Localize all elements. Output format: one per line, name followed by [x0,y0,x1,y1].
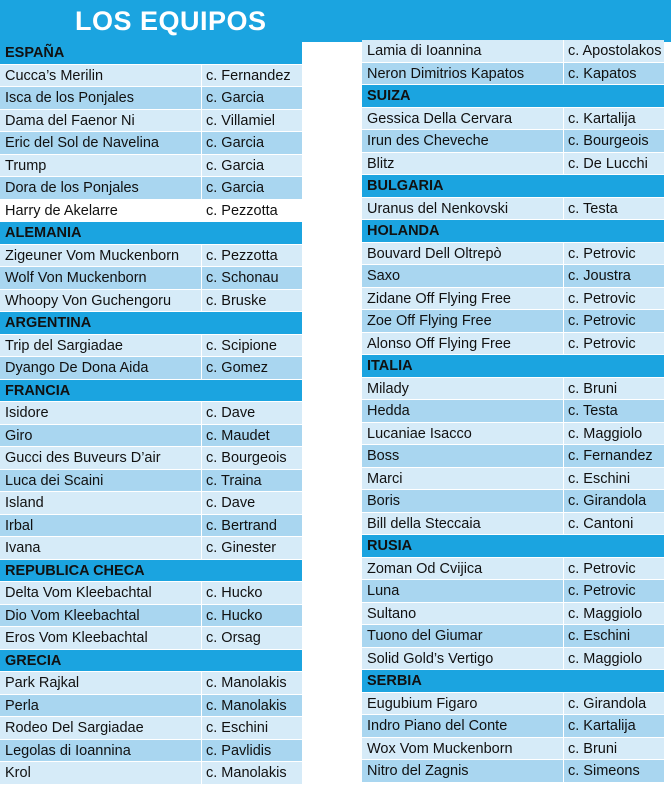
team-row [0,177,302,200]
team-row [362,580,664,603]
cell-divider [201,290,202,312]
page-title: LOS EQUIPOS [75,6,267,36]
country-header [0,42,302,65]
team-row [0,267,302,290]
dog-name: Saxo [367,268,401,284]
dog-name: Eugubium Figaro [367,695,478,712]
country-header [362,85,664,108]
cell-divider [563,40,564,62]
team-row [0,582,302,605]
team-row [0,740,302,763]
handler-name: c. Hucko [206,607,263,624]
team-row [362,693,664,716]
country-name: ARGENTINA [5,315,92,331]
cell-divider [201,65,202,87]
handler-name: c. Garcia [206,180,265,196]
handler-name: c. Maggiolo [568,650,643,667]
dog-name: Zoman Od Cvijica [367,560,483,577]
country-header [0,380,302,403]
cell-divider [563,558,564,580]
team-row [362,625,664,648]
country-name: ESPAÑA [5,45,65,61]
country-header [0,650,302,673]
handler-name: c. Pavlidis [206,742,272,759]
handler-name: c. Simeons [568,763,640,779]
title-banner [0,0,671,42]
handler-name: c. Pezzotta [206,247,278,264]
dog-name: Island [5,495,44,511]
dog-name: Delta Vom Kleebachtal [5,585,152,601]
handler-name: c. Kapatos [568,65,637,82]
dog-name: Dio Vom Kleebachtal [5,607,140,624]
handler-name: c. Garcia [206,90,265,106]
country-header [0,560,302,583]
cell-divider [563,400,564,422]
cell-divider [563,603,564,625]
handler-name: c. Ginester [206,540,277,556]
team-row [362,760,664,783]
cell-divider [563,378,564,400]
country-name: SUIZA [367,88,411,104]
team-row [0,200,302,223]
handler-name: c. Petrovic [568,560,636,577]
country-name: HOLANDA [367,223,440,239]
handler-name: c. Girandola [568,695,647,712]
team-row [0,627,302,650]
team-row [0,290,302,313]
dog-name: Irun des Cheveche [367,133,489,149]
dog-name: Eros Vom Kleebachtal [5,630,148,646]
dog-name: Milady [367,380,409,397]
team-row [0,155,302,178]
cell-divider [563,243,564,265]
handler-name: c. Gomez [206,360,269,376]
team-row [0,132,302,155]
handler-name: c. Kartalija [568,718,636,734]
dog-name: Sultano [367,605,417,622]
dog-name: Zigeuner Vom Muckenborn [5,247,180,264]
cell-divider [563,738,564,760]
dog-name: Park Rajkal [5,675,80,691]
team-row [362,288,664,311]
team-row [0,515,302,538]
dog-name: Giro [5,427,33,444]
cell-divider [201,132,202,154]
handler-name: c. Bruske [206,292,267,309]
dog-name: Nitro del Zagnis [367,763,469,779]
team-row [0,425,302,448]
team-row [0,605,302,628]
team-row [0,447,302,470]
cell-divider [201,470,202,492]
team-row [0,537,302,560]
cell-divider [563,715,564,737]
team-row [0,87,302,110]
cell-divider [563,490,564,512]
cell-divider [563,130,564,152]
handler-name: c. Eschini [568,470,631,487]
handler-name: c. Joustra [568,268,631,284]
handler-name: c. Pezzotta [206,202,278,219]
dog-name: Trump [5,157,47,174]
cell-divider [201,155,202,177]
handler-name: c. Girandola [568,493,647,509]
team-row [362,468,664,491]
dog-name: Cucca’s Merilin [5,67,104,84]
handler-name: c. Apostolakos [568,43,662,59]
handler-name: c. Orsag [206,630,261,646]
handler-name: c. Hucko [206,585,263,601]
team-row [362,738,664,761]
dog-name: Bouvard Dell Oltrepò [367,245,502,262]
dog-name: Solid Gold’s Vertigo [367,650,494,667]
handler-name: c. Manolakis [206,765,287,781]
cell-divider [201,515,202,537]
dog-name: Lamia di Ioannina [367,43,482,59]
handler-name: c. Fernandez [206,67,291,84]
handler-name: c. Manolakis [206,697,287,714]
team-row [362,243,664,266]
team-row [0,672,302,695]
handler-name: c. Testa [568,403,618,419]
handler-name: c. Bruni [568,740,618,757]
team-row [362,648,664,671]
country-name: FRANCIA [5,382,71,399]
cell-divider [563,468,564,490]
team-row [0,110,302,133]
dog-name: Eric del Sol de Navelina [5,135,159,151]
cell-divider [201,110,202,132]
team-row [362,490,664,513]
team-row [0,335,302,358]
handler-name: c. Petrovic [568,313,636,329]
cell-divider [563,333,564,355]
country-header [362,670,664,693]
cell-divider [201,672,202,694]
team-row [0,357,302,380]
country-header [362,535,664,558]
dog-name: Neron Dimitrios Kapatos [367,65,525,82]
handler-name: c. Petrovic [568,245,636,262]
dog-name: Irbal [5,517,34,534]
dog-name: Ivana [5,540,41,556]
dog-name: Harry de Akelarre [5,202,118,219]
cell-divider [201,87,202,109]
dog-name: Indro Piano del Conte [367,718,508,734]
country-header [362,175,664,198]
cell-divider [563,760,564,782]
cell-divider [201,425,202,447]
team-row [362,715,664,738]
dog-name: Wolf Von Muckenborn [5,270,147,286]
cell-divider [201,582,202,604]
country-header [362,355,664,378]
handler-name: c. Dave [206,495,256,511]
cell-divider [563,63,564,85]
team-row [0,762,302,785]
dog-name: Legolas di Ioannina [5,742,131,759]
dog-name: Boris [367,493,401,509]
team-row [0,245,302,268]
handler-name: c. Petrovic [568,290,636,307]
handler-name: c. Maggiolo [568,605,643,622]
handler-name: c. Manolakis [206,675,287,691]
dog-name: Gucci des Buveurs D’air [5,450,161,466]
team-row [362,603,664,626]
handler-name: c. Eschini [206,720,269,736]
cell-divider [563,108,564,130]
dog-name: Uranus del Nenkovski [367,200,509,217]
dog-name: Dyango De Dona Aida [5,360,149,376]
dog-name: Krol [5,765,31,781]
handler-name: c. Petrovic [568,335,636,352]
cell-divider [563,513,564,535]
country-header [0,222,302,245]
country-header [362,220,664,243]
handler-name: c. Scipione [206,337,277,354]
team-row [362,108,664,131]
dog-name: Tuono del Giumar [367,628,483,644]
handler-name: c. Petrovic [568,583,636,599]
country-name: SERBIA [367,673,422,689]
cell-divider [563,265,564,287]
handler-name: c. Garcia [206,157,265,174]
cell-divider [201,492,202,514]
handler-name: c. Eschini [568,628,631,644]
dog-name: Whoopy Von Guchengoru [5,292,172,309]
handler-name: c. Bourgeois [568,133,649,149]
team-row [0,65,302,88]
team-row [0,492,302,515]
handler-name: c. Bruni [568,380,618,397]
cell-divider [201,537,202,559]
cell-divider [201,335,202,357]
dog-name: Luca dei Scaini [5,472,104,489]
dog-name: Lucaniae Isacco [367,425,472,442]
cell-divider [201,245,202,267]
team-row [362,333,664,356]
team-row [0,470,302,493]
cell-divider [563,693,564,715]
cell-divider [563,580,564,602]
country-header [0,312,302,335]
team-row [362,445,664,468]
cell-divider [201,402,202,424]
dog-name: Luna [367,583,400,599]
country-name: RUSIA [367,538,413,554]
dog-name: Zoe Off Flying Free [367,313,492,329]
team-row [362,130,664,153]
right-team-column [362,40,664,783]
dog-name: Dora de los Ponjales [5,180,139,196]
team-row [0,717,302,740]
dog-name: Wox Vom Muckenborn [367,740,513,757]
dog-name: Gessica Della Cervara [367,110,513,127]
team-row [362,265,664,288]
country-name: ITALIA [367,358,413,374]
team-row [362,378,664,401]
team-row [362,198,664,221]
cell-divider [563,153,564,175]
handler-name: c. Maudet [206,427,270,444]
cell-divider [201,267,202,289]
dog-name: Isidore [5,405,49,421]
cell-divider [563,288,564,310]
handler-name: c. Cantoni [568,515,634,532]
cell-divider [201,717,202,739]
team-row [362,423,664,446]
team-row [362,153,664,176]
handler-name: c. Schonau [206,270,279,286]
cell-divider [563,310,564,332]
cell-divider [201,627,202,649]
cell-divider [201,605,202,627]
handler-name: c. Kartalija [568,110,636,127]
dog-name: Isca de los Ponjales [5,90,134,106]
team-row [362,63,664,86]
country-name: ALEMANIA [5,225,82,241]
dog-name: Alonso Off Flying Free [367,335,511,352]
country-name: REPUBLICA CHECA [5,562,145,579]
cell-divider [201,762,202,784]
country-name: GRECIA [5,652,62,669]
cell-divider [563,423,564,445]
handler-name: c. Garcia [206,135,265,151]
handler-name: c. Villamiel [206,112,276,129]
cell-divider [201,447,202,469]
team-row [362,310,664,333]
handler-name: c. Maggiolo [568,425,643,442]
dog-name: Trip del Sargiadae [5,337,123,354]
team-row [362,400,664,423]
team-row [362,513,664,536]
handler-name: c. Traina [206,472,262,489]
dog-name: Blitz [367,155,395,172]
dog-name: Bill della Steccaia [367,515,481,532]
dog-name: Boss [367,448,400,464]
team-row [362,40,664,63]
dog-name: Rodeo Del Sargiadae [5,720,144,736]
cell-divider [563,445,564,467]
cell-divider [201,740,202,762]
cell-divider [201,200,202,222]
left-team-column [0,42,302,785]
dog-name: Zidane Off Flying Free [367,290,511,307]
cell-divider [201,357,202,379]
cell-divider [563,198,564,220]
cell-divider [563,625,564,647]
cell-divider [563,648,564,670]
handler-name: c. Testa [568,200,618,217]
dog-name: Marci [367,470,403,487]
handler-name: c. De Lucchi [568,155,648,172]
dog-name: Dama del Faenor Ni [5,112,135,129]
cell-divider [201,695,202,717]
handler-name: c. Bertrand [206,517,277,534]
handler-name: c. Bourgeois [206,450,287,466]
cell-divider [201,177,202,199]
team-row [362,558,664,581]
team-row [0,402,302,425]
dog-name: Perla [5,697,39,714]
handler-name: c. Dave [206,405,256,421]
dog-name: Hedda [367,403,410,419]
handler-name: c. Fernandez [568,448,653,464]
country-name: BULGARIA [367,178,444,194]
team-row [0,695,302,718]
